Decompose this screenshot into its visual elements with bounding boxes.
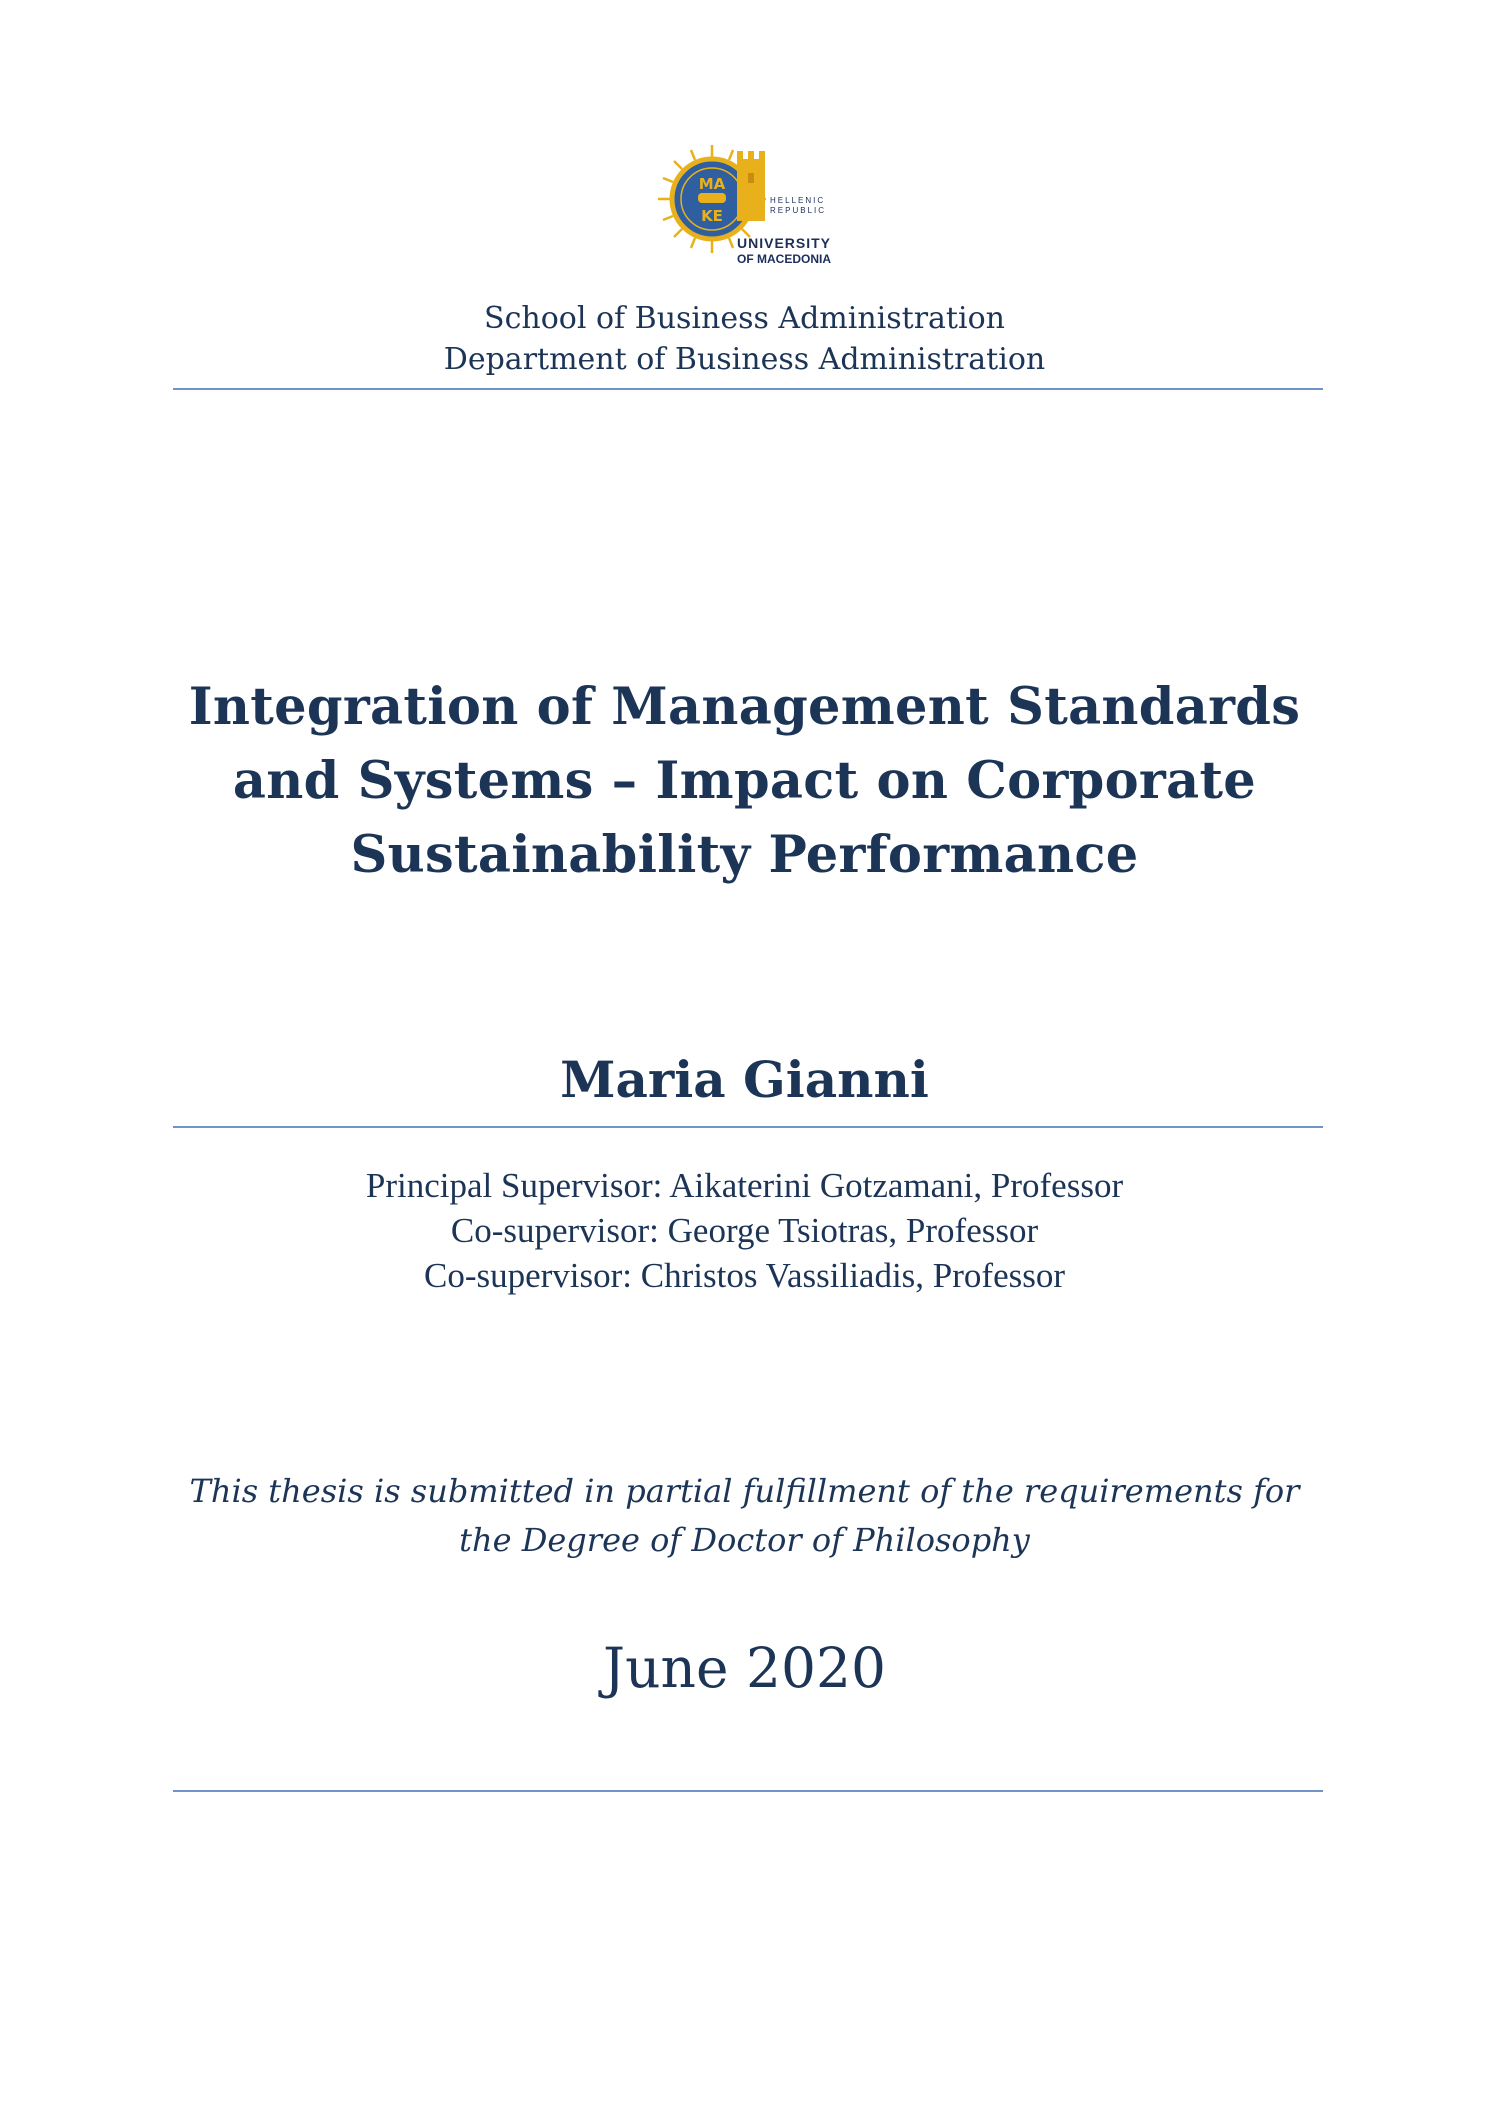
author-divider	[173, 1126, 1323, 1128]
co-supervisor-2: Co-supervisor: Christos Vassiliadis, Professor	[423, 1256, 1066, 1295]
logo-monogram-bottom: ΚΕ	[701, 207, 723, 225]
submission-statement-line-1: This thesis is submitted in partial fulfillment of the requirements for	[189, 1472, 1300, 1510]
logo-top-text-line1: HELLENIC	[770, 196, 826, 205]
submission-statement-line-2: the Degree of Doctor of Philosophy	[459, 1521, 1030, 1559]
submission-date: June 2020	[603, 1636, 886, 1700]
author-name: Maria Gianni	[560, 1050, 929, 1109]
school-name: School of Business Administration	[484, 301, 1005, 336]
footer-divider	[173, 1790, 1323, 1792]
thesis-title-line-3: Sustainability Performance	[350, 825, 1139, 885]
thesis-title-line-1: Integration of Management Standards	[188, 677, 1301, 737]
tower-icon	[737, 151, 765, 221]
supervisors-list	[0, 1163, 1489, 1298]
logo-university-line2: OF MACEDONIA	[737, 252, 831, 266]
logo-top-text-line2: REPUBLIC	[770, 206, 827, 215]
principal-supervisor: Principal Supervisor: Aikaterini Gotzamani, Professor	[365, 1166, 1124, 1205]
thesis-title	[0, 670, 1489, 892]
logo-monogram-top: ΜΑ	[698, 175, 726, 193]
header-divider	[173, 388, 1323, 390]
university-of-macedonia-logo	[655, 143, 855, 278]
submission-statement	[0, 1467, 1489, 1565]
institution-header	[0, 298, 1489, 380]
department-name: Department of Business Administration	[443, 342, 1046, 377]
thesis-title-line-2: and Systems – Impact on Corporate	[232, 751, 1257, 811]
co-supervisor-1: Co-supervisor: George Tsiotras, Professor	[450, 1211, 1039, 1250]
logo-university-line1: UNIVERSITY	[737, 235, 832, 251]
